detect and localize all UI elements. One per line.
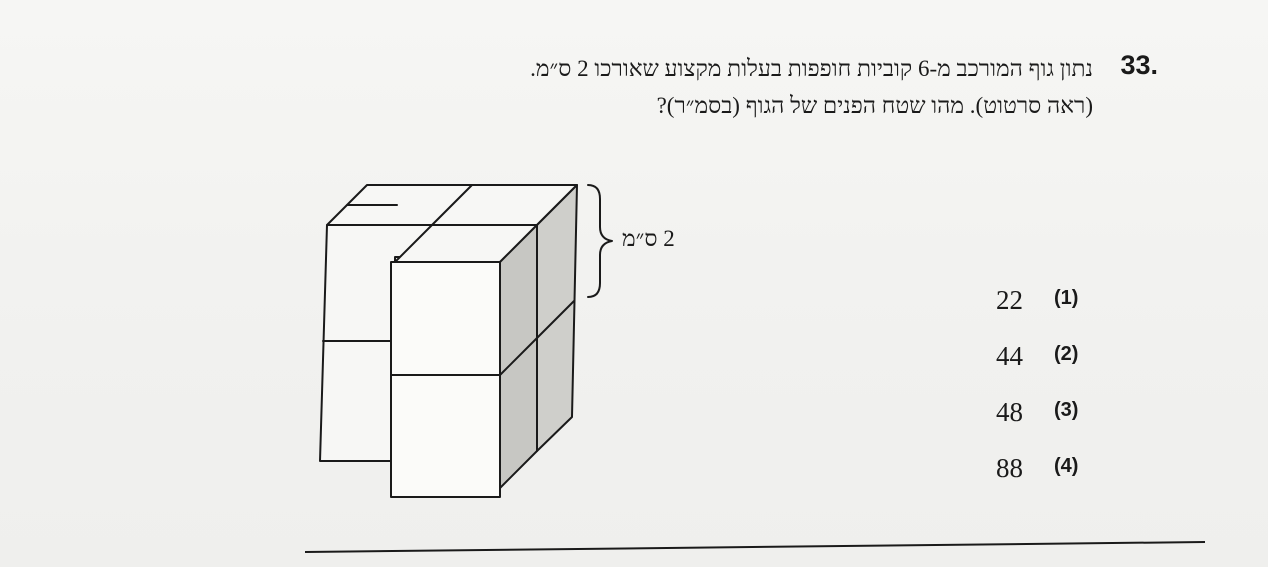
answer-option-3: [990, 397, 1130, 453]
dimension-label: 2 ס״מ: [622, 226, 675, 251]
answer-list: [990, 285, 1130, 509]
question-text-line-2: (ראה סרטוט). מהו שטח הפנים של הגוף (בסמ״ר)?: [656, 93, 1093, 118]
answer-option-1: [990, 285, 1130, 341]
question-number: 33.: [1120, 50, 1158, 80]
answer-number: (4): [1054, 455, 1079, 477]
answer-value: 44: [996, 341, 1023, 371]
answer-number: (1): [1054, 287, 1079, 309]
answer-value: 48: [996, 397, 1023, 427]
cube-figure: [300, 175, 720, 505]
answer-option-2: [990, 341, 1130, 397]
dimension-brace: [588, 185, 612, 297]
answer-number: (3): [1054, 399, 1079, 421]
answer-number: (2): [1054, 343, 1079, 365]
front-face: [391, 262, 500, 497]
answer-value: 22: [996, 285, 1023, 315]
question-text-line-1: נתון גוף המורכב מ-6 קוביות חופפות בעלות מקצוע שאורכו 2 ס״מ.: [530, 56, 1093, 81]
section-divider: [305, 538, 1205, 556]
answer-value: 88: [996, 453, 1023, 483]
answer-option-4: [990, 453, 1130, 509]
